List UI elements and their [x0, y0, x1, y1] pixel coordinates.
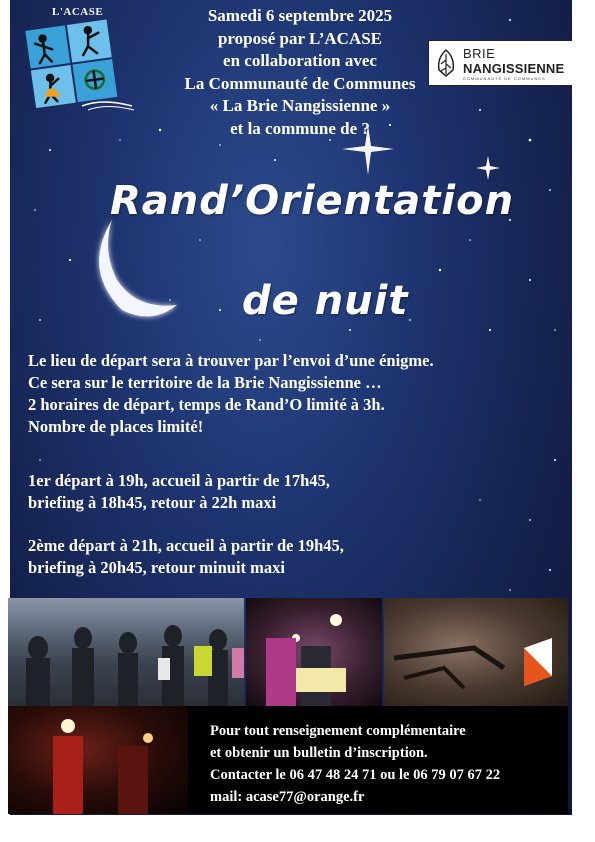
collaboration-line: en collaboration avec	[223, 51, 377, 70]
photo-strip	[8, 598, 568, 706]
acase-logo	[22, 6, 140, 114]
description-line: Le lieu de départ sera à trouver par l’envoi d’une énigme.	[28, 351, 434, 370]
commune-line: et la commune de ?	[230, 118, 370, 138]
event-date: Samedi 6 septembre 2025	[207, 6, 393, 25]
contact-info	[210, 720, 500, 808]
description-line: Nombre de places limité!	[28, 417, 204, 436]
acase-emblem-icon	[22, 6, 140, 114]
description-line: 2 horaires de départ, temps de Rand’O limité à 3h.	[28, 395, 385, 414]
second-departure-line: 2ème départ à 21h, accueil à partir de 19h45,	[28, 536, 344, 555]
photo-lanterns	[8, 706, 188, 814]
leaf-emblem-icon	[435, 48, 457, 78]
brie-logo-line1: BRIE	[463, 45, 496, 61]
first-departure-line: briefing à 18h45, retour à 22h maxi	[28, 493, 277, 512]
photo-night-orienteers	[246, 598, 382, 706]
description-paragraph	[28, 350, 434, 438]
title-line-2: de nuit	[242, 278, 409, 324]
contact-line: et obtenir un bulletin d’inscription.	[210, 745, 428, 761]
acase-logo-label: L'ACASE	[52, 6, 104, 18]
community-name: « La Brie Nangissienne »	[209, 96, 391, 115]
contact-section	[8, 706, 568, 814]
brie-logo-line3: COMMUNAUTÉ DE COMMUNES	[463, 75, 546, 81]
community-line: La Communauté de Communes	[184, 73, 416, 93]
crescent-moon-icon	[82, 210, 192, 325]
first-departure-paragraph	[28, 470, 330, 514]
brie-nangissienne-logo	[428, 40, 572, 86]
first-departure-line: 1er départ à 19h, accueil à partir de 17h45,	[28, 471, 330, 490]
contact-line: Pour tout renseignement complémentaire	[210, 723, 466, 739]
title-line-1: Rand’Orientation	[110, 178, 515, 224]
organizer-line: proposé par L’ACASE	[217, 28, 383, 48]
second-departure-line: briefing à 20h45, retour minuit maxi	[28, 558, 285, 577]
contact-email: mail: acase77@orange.fr	[210, 789, 365, 805]
description-line: Ce sera sur le territoire de la Brie Nangissienne …	[28, 373, 382, 392]
brie-logo-line2: NANGISSIENNE	[463, 60, 565, 76]
second-departure-paragraph	[28, 535, 344, 579]
photo-group-walkers	[8, 598, 244, 706]
header-text	[130, 5, 470, 140]
contact-phones: Contacter le 06 47 48 24 71 ou le 06 79 07 67 22	[210, 767, 501, 783]
photo-orienteering-beacon	[384, 598, 568, 706]
